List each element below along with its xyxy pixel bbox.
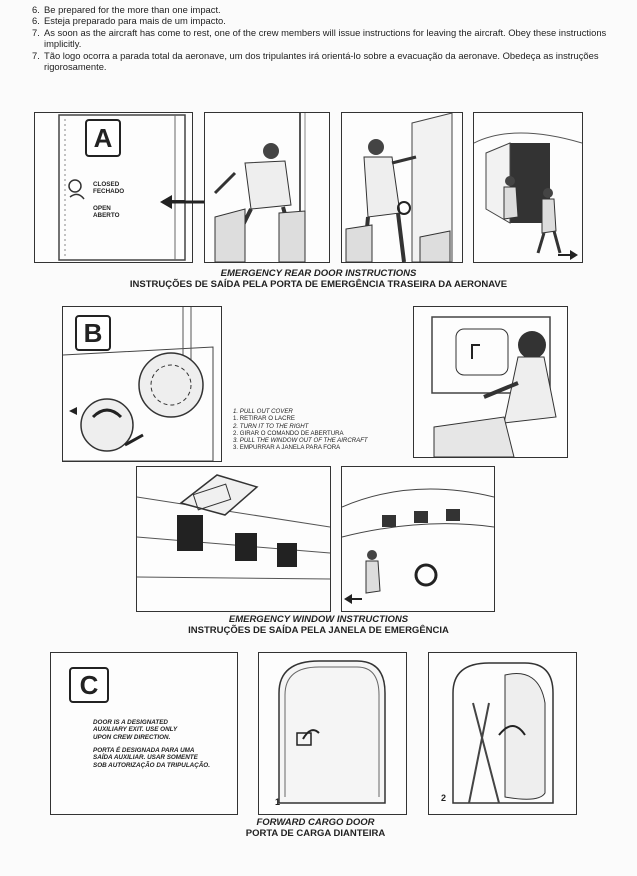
note-line: AUXILIARY EXIT. USE ONLY: [93, 726, 178, 734]
rear-door-caption-pt: INSTRUÇÕES DE SAÍDA PELA PORTA DE EMERGÊNCIA TRASEIRA DA AERONAVE: [129, 279, 508, 290]
instruction-line: [32, 50, 627, 73]
cargo-door-open-illustration: [429, 653, 576, 814]
window-exterior-panel: [136, 466, 331, 612]
step-line: 3. PULL THE WINDOW OUT OF THE AIRCRAFT: [233, 437, 368, 445]
instruction-text: Esteja preparado para mais de um impacto.: [44, 15, 226, 27]
instruction-number: 7.: [32, 26, 40, 38]
window-pull-panel: [413, 306, 568, 458]
passenger-window-illustration: [414, 307, 567, 457]
window-evacuation-panel: [341, 466, 495, 612]
wing-exit-illustration: [342, 467, 494, 611]
cargo-door-note-panel: [50, 652, 238, 815]
open-label: [93, 205, 119, 220]
instruction-text: As soon as the aircraft has come to rest, one of the crew members will issue instructions for leaving the aircraft. Obey these instructions implicitly.: [44, 26, 607, 50]
cargo-door-step-2: [428, 652, 577, 815]
rear-door-step-3: [473, 112, 583, 263]
rear-door-step-1: [204, 112, 330, 263]
window-handle-panel: [62, 306, 222, 462]
note-line: SOB AUTORIZAÇÃO DA TRIPULAÇÃO.: [93, 761, 210, 769]
cargo-door-closed-illustration: [259, 653, 406, 814]
instruction-number: 6.: [32, 4, 40, 15]
step-line: 2. TURN IT TO THE RIGHT: [233, 422, 309, 430]
section-letter-c: C: [69, 667, 109, 703]
safety-instructions: [32, 4, 627, 72]
crew-open-door-illustration: [205, 113, 329, 262]
crew-push-door-illustration: [342, 113, 462, 262]
instruction-line: [32, 15, 627, 26]
closed-pt: FECHADO: [93, 188, 125, 196]
window-exterior-illustration: [137, 467, 330, 611]
instruction-number: 6.: [32, 15, 40, 27]
open-pt: ABERTO: [93, 212, 120, 220]
step-line: 3. EMPURRAR A JANELA PARA FORA: [233, 444, 341, 452]
instruction-number: 7.: [32, 49, 40, 61]
section-letter-b: B: [75, 315, 111, 351]
note-line: DOOR IS A DESIGNATED: [93, 719, 168, 726]
rear-door-step-2: [341, 112, 463, 263]
rear-door-panel: [34, 112, 193, 263]
window-caption-pt: INSTRUÇÕES DE SAÍDA PELA JANELA DE EMERGÊNCIA: [188, 625, 449, 636]
open-en: OPEN: [93, 205, 111, 212]
closed-en: CLOSED: [93, 181, 120, 188]
instruction-text: Be prepared for the more than one impact.: [44, 4, 221, 15]
step-line: 1. PULL OUT COVER: [233, 408, 293, 415]
cargo-door-step-1: [258, 652, 407, 815]
step-line: 2. GIRAR O COMANDO DE ABERTURA: [233, 429, 344, 437]
step-number-2: 2: [441, 793, 447, 803]
cargo-note-en: [93, 719, 177, 741]
instruction-text: Tão logo ocorra a parada total da aeronave, um dos tripulantes irá orientá-lo sobre a evacuação da aeronave. Obedeça as instruções rigorosamente.: [44, 49, 599, 73]
window-steps: [233, 408, 368, 452]
note-line: SAÍDA AUXILIAR. USAR SOMENTE: [93, 754, 198, 762]
note-line: PORTA É DESIGNADA PARA UMA: [93, 747, 195, 754]
closed-label: [93, 181, 124, 196]
window-caption-en: EMERGENCY WINDOW INSTRUCTIONS: [228, 614, 409, 625]
section-letter-a: A: [85, 119, 121, 157]
step-number-1: 1: [275, 797, 281, 807]
cargo-caption-en: FORWARD CARGO DOOR: [256, 817, 375, 828]
rear-door-caption-en: EMERGENCY REAR DOOR INSTRUCTIONS: [220, 268, 417, 279]
cargo-caption-pt: PORTA DE CARGA DIANTEIRA: [245, 828, 386, 839]
note-line: UPON CREW DIRECTION.: [93, 733, 171, 741]
cargo-note-pt: [93, 747, 210, 769]
step-line: 1. RETIRAR O LACRE: [233, 415, 295, 423]
evacuation-illustration: [474, 113, 582, 262]
instruction-line: [32, 4, 627, 15]
instruction-line: [32, 27, 627, 50]
